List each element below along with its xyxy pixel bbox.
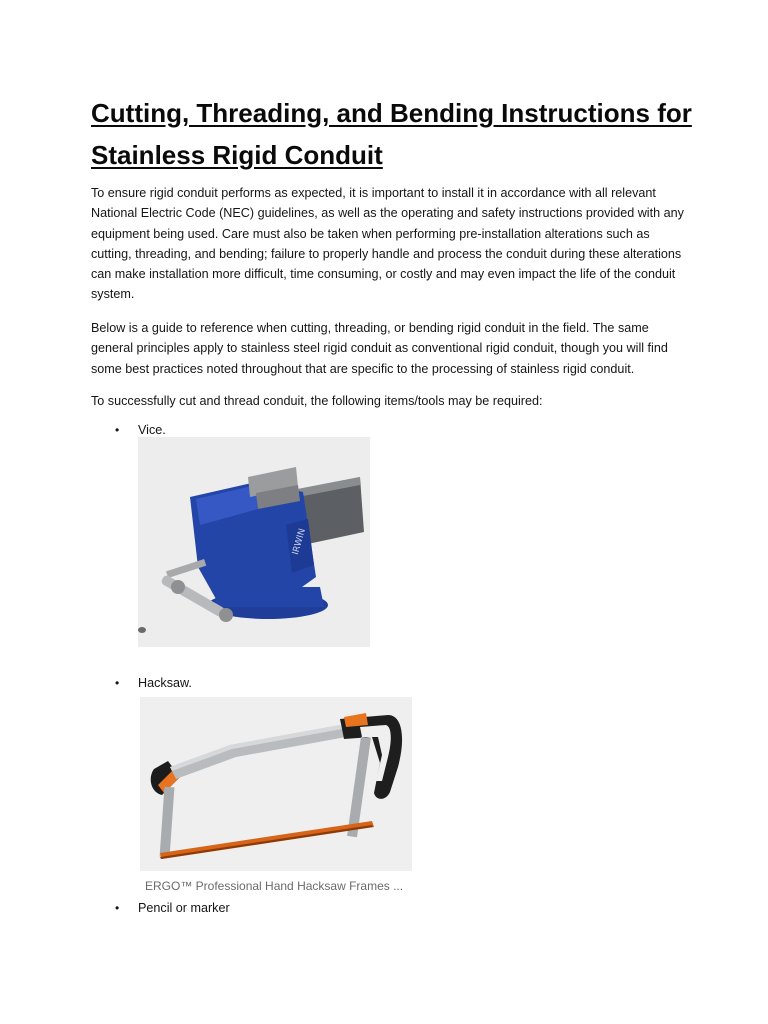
page-title: Cutting, Threading, and Bending Instructions for Stainless Rigid Conduit [91,98,692,170]
intro-paragraph: To ensure rigid conduit performs as expected, it is important to install it in accordance with all relevant National Electric Code (NEC) guidelines, as well as the operating and safety instructions provided with any equipment being used. Care must also be taken when performing pre-installation alterations such as cutting, threading, and bending; failure to properly handle and process the conduit during these alterations can make installation more difficult, time consuming, or costly and may even impact the life of the conduit system. [91,186,684,302]
list-item-label: Vice. [138,423,166,437]
vice-brand-text: IRWIN [290,527,309,557]
hacksaw-image [140,697,412,871]
bullet-dot: • [115,901,120,915]
guide-paragraph: Below is a guide to reference when cutting, threading, or bending rigid conduit in the field. The same general principles apply to stainless steel rigid conduit as conventional rigid conduit, though you will find some best practices noted throughout that are specific to the processing of stainless rigid conduit. [91,321,668,376]
list-item-label: Hacksaw. [138,676,192,690]
bullet-dot: • [115,676,120,690]
hacksaw-caption: ERGO™ Professional Hand Hacksaw Frames ... [145,879,404,893]
bullet-dot: • [115,423,120,437]
list-item-label: Pencil or marker [138,901,230,915]
tools-lead-paragraph: To successfully cut and thread conduit, the following items/tools may be required: [91,394,543,408]
vice-image [138,437,370,647]
